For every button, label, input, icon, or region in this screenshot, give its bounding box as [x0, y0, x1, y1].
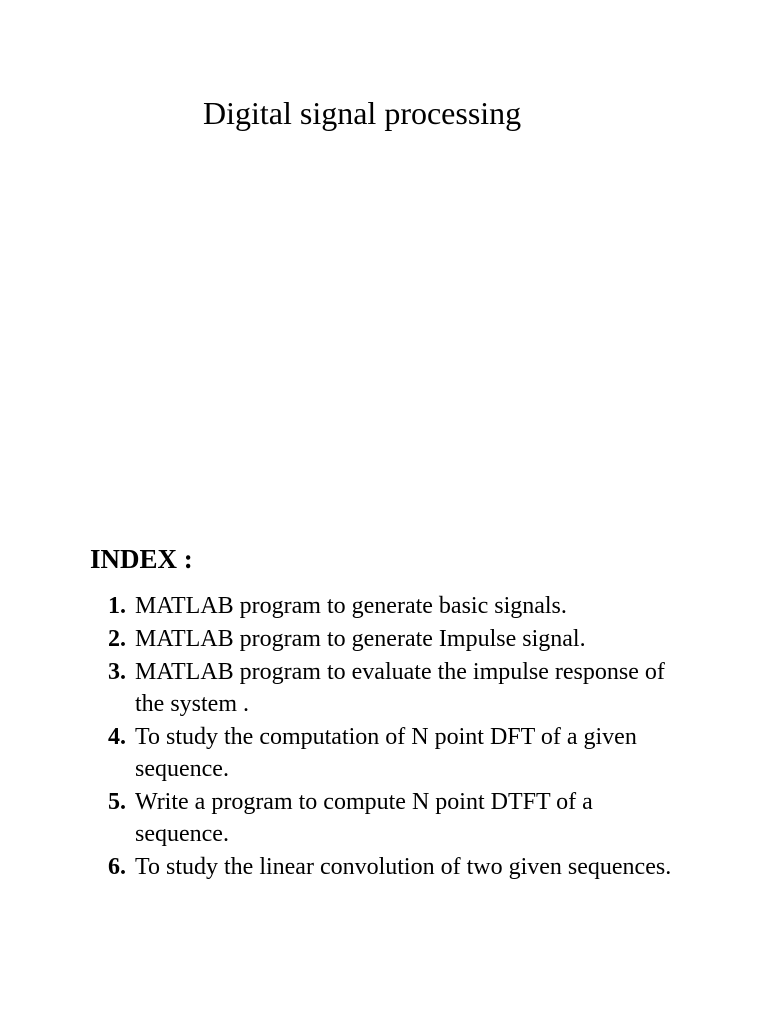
index-item-number: 4. — [108, 724, 126, 750]
index-item-text: MATLAB program to generate basic signals. — [135, 593, 567, 619]
index-item-number: 1. — [108, 593, 126, 619]
index-item-text: MATLAB program to evaluate the impulse response of the system . — [135, 659, 665, 717]
index-item-3 — [108, 656, 688, 720]
index-item-number: 2. — [108, 626, 126, 652]
index-item-text: MATLAB program to generate Impulse signal. — [135, 626, 586, 652]
index-item-5 — [108, 786, 688, 850]
index-item-text: To study the computation of N point DFT of a given sequence. — [135, 724, 637, 782]
index-item-4 — [108, 721, 688, 785]
index-item-2 — [108, 623, 688, 655]
index-heading: INDEX : — [90, 544, 193, 574]
index-item-1 — [108, 590, 688, 622]
index-item-text: To study the linear convolution of two given sequences. — [135, 854, 672, 880]
page-title: Digital signal processing — [203, 95, 522, 131]
index-item-number: 3. — [108, 659, 126, 685]
index-item-6 — [108, 851, 688, 883]
index-item-number: 6. — [108, 854, 126, 880]
index-item-text: Write a program to compute N point DTFT of a sequence. — [135, 789, 593, 847]
index-item-number: 5. — [108, 789, 126, 815]
index-list — [108, 590, 688, 884]
